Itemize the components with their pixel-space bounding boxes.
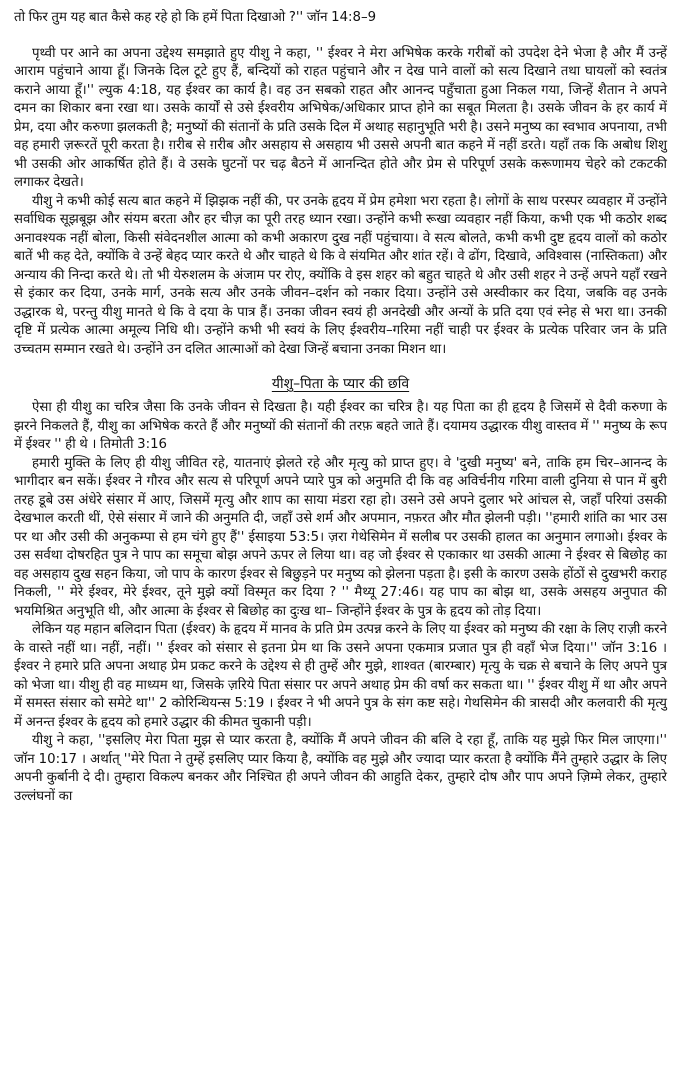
paragraph: यीशु ने कहा, ''इसलिए मेरा पिता मुझ से प्यार करता है, क्योंकि मैं अपने जीवन की बलि दे रहा हूँ, ताकि यह मुझे फिर मिल जाएगा।'' जॉन 10:17 । अर्थात् ''मेरे पिता ने तुम्हें इसलिए प्यार किया है, क्योंकि वह मुझे और ज्यादा प्यार करता है क्योंकि मैंने तुम्हारे उद्धार के लिए अपनी कुर्बानी दे दी। तुम्हारा विकल्प बनकर और निश्चित ही अपने जीवन की आहुति देकर, तुम्हारे दोष और पाप अपने ज़िम्मे लेकर, तुम्हारे उल्लंघनों का [14,733,667,804]
paragraph: लेकिन यह महान बलिदान पिता (ईश्वर) के हृदय में मानव के प्रति प्रेम उत्पन्न करने के लिए या ईश्वर को मनुष्य की रक्षा के लिए राज़ी करने के वास्ते नहीं था। नहीं, नहीं। '' ईश्वर को संसार से इतना प्रेम था कि उसने अपना एकमात्र प्रजात पुत्र ही वहाँ भेज दिया।'' जॉन 3:16 । ईश्वर ने हमारे प्रति अपना अथाह प्रेम प्रकट करने के उद्देश्य से ही तुम्हें और मुझे, शाश्वत (बारम्बार) मृत्यु के चक्र से बचाने के लिए अपने पुत्र को भेजा था। यीशु ही वह माध्यम था, जिसके ज़रिये पिता संसार पर अपने अथाह प्रेम की वर्षा कर सकता था। '' ईश्वर यीशु में था और अपने में समस्त संसार को समेटे था'' 2 कोरिन्थियन्स 5:19 । ईश्वर ने भी अपने पुत्र के संग कष्ट सहे। गेथसिमेन की त्रासदी और कलवारी की मृत्यु में अनन्त ईश्वर के हृदय को हमारे उद्धार की कीमत चुकानी पड़ी। [14,622,667,730]
paragraph: यीशु ने कभी कोई सत्य बात कहने में झिझक नहीं की, पर उनके हृदय में प्रेम हमेशा भरा रहता है। लोगों के साथ परस्पर व्यवहार में उन्होंने सर्वाधिक सूझबूझ और संयम बरता और हर चीज़ का पूरी तरह ध्यान रखा। उन्होंने कभी रूखा व्यवहार नहीं किया, कभी एक भी कठोर शब्द अनावश्यक नहीं बोला, किसी संवेदनशील आत्मा को कभी अकारण दुख नहीं पहुंचाया। वे सत्य बोलते, कभी कभी दुष्ट हृदय वालों को कठोर बातें भी कह देते, क्योंकि वे उन्हें बेहद प्यार करते थे और चाहते थे कि वे संयमित और शांत रहें। वे ढोंग, दिखावे, अविश्वास (नास्तिकता) और अन्याय की निन्दा करते थे। तो भी येरुशलम के अंजाम पर रोए, क्योंकि वे इस शहर को बहुत चाहते थे और उसी शहर ने उन्हें अपने यहाँ रखने से इंकार कर दिया, उनके मार्ग, उनके सत्य और उनके जीवन–दर्शन को नकार दिया। उन्होंने उसे अस्वीकार कर दिया, जबकि वह उनके उद्धारक थे, परन्तु यीशु मानते थे कि वे दया के पात्र हैं। उनका जीवन स्वयं ही अनदेखी और अन्यों के प्रति दया एवं स्नेह से भरा था। उनकी दृष्टि में प्रत्येक आत्मा अमूल्य निधि थी। उन्होंने कभी भी स्वयं के लिए ईश्वरीय–गरिमा नहीं चाही पर ईश्वर के प्रत्येक परिवार जन के प्रति उच्चतम सम्मान रखते थे। उन्होंने उन दलित आत्माओं को देखा जिन्हें बचाना उनका मिशन था। [14,193,667,357]
paragraph: पृथ्वी पर आने का अपना उद्देश्य समझाते हुए यीशु ने कहा, '' ईश्वर ने मेरा अभिषेक करके गरीबों को उपदेश देने भेजा है और मैं उन्हें आराम पहुंचाने आया हूँ। जिनके दिल टूटे हुए हैं, बन्दियों को राहत पहुंचाने और न देख पाने वालों को सत्य दिखाने तथा घायलों को स्वतंत्र कराने आया हूँ।'' ल्युक 4:18, यह ईश्वर का कार्य है। वह उन सबको राहत और आनन्द पहुँचाता हुआ निकल गया, जिन्हें शैतान ने अपने दमन का शिकार बना रखा था। उसके कार्यों से उसे ईश्वरीय अभिषेक/अधिकार प्राप्त होने का सबूत मिलता है। उसके जीवन के हर कार्य में प्रेम, दया और करुणा झलकती है; मनुष्यों की संतानों के प्रति उसके दिल में अथाह सहानुभूति भरी है। उसने मनुष्य का स्वभाव अपनाया, तभी वह हमारी ज़रूरतें पूरी करता है। ग़रीब से ग़रीब और असहाय से असहाय भी उससे अपनी बात कहने में नहीं डरते। यहाँ तक कि अबोध शिशु भी उसकी ओर आकर्षित होते हैं। वे उसके घुटनों पर चढ़ बैठने में आनन्दित होते और प्रेम से परिपूर्ण उसके करूणामय चेहरे को टकटकी लगाकर देखते। [14,45,667,190]
section-heading [14,375,667,393]
section-heading-text: यीशु–पिता के प्यार की छवि [271,376,410,392]
paragraph: ऐसा ही यीशु का चरित्र जैसा कि उनके जीवन से दिखता है। यही ईश्वर का चरित्र है। यह पिता का ही हृदय है जिसमें से दैवी करुणा के झरने निकलते हैं, यीशु का अभिषेक करते हैं और मनुष्यों की संतानों की तरफ़ बहते जाते हैं। दयामय उद्धारक यीशु वास्तव में '' मनुष्य के रूप में ईश्वर '' ही थे । तिमोती 3:16 [14,400,667,452]
spacer [14,28,667,45]
opening-line: तो फिर तुम यह बात कैसे कह रहे हो कि हमें पिता दिखाओ ?'' जॉन 14:8–9 [14,10,377,25]
paragraph: हमारी मुक्ति के लिए ही यीशु जीवित रहे, यातनाएं झेलते रहे और मृत्यु को प्राप्त हुए। वे 'दुखी मनुष्य' बने, ताकि हम चिर–आनन्द के भागीदार बन सकें। ईश्वर ने गौरव और सत्य से परिपूर्ण अपने प्यारे पुत्र को अनुमति दी कि वह अविर्चनीय गरिमा वाली दुनिया से पान में बुरी तरह डूबे उस अंधेरे संसार में आए, जिसमें मृत्यु और शाप का साया मंडरा रहा हो। उसने उसे अपने दुलार भरे आंचल से, जहाँ परियां उसकी देखभाल करती थीं, ऐसे संसार में जाने की अनुमति दी, जहाँ उसे शर्म और अपमान, नफ़रत और मौत झेलनी पड़ी। ''हमारी शांति का भार उस पर था और उसी की अनुकम्पा से हम चंगे हुए हैं'' ईसाइया 53:5। ज़रा गेथेसिमेन में सलीब पर उसकी हालत का अनुमान लगाओ। ईश्वर के उस सर्वथा दोषरहित पुत्र ने पाप का समूचा बोझ अपने ऊपर ले लिया था। वह जो ईश्वर से एकाकार था उसकी आत्मा ने ईश्वर से बिछोह का वह असहाय दुख सहन किया, जो पाप के कारण ईश्वर से बिछुड़ने पर मनुष्य को झेलना पड़ता है। इसी के कारण उसके होंठों से दुखभरी कराह निकली, '' मेरे ईश्वर, मेरे ईश्वर, तूने मुझे क्यों विस्मृत कर दिया ? '' मैथ्यू 27:46। यह पाप का बोझ था, उसके असहय अनुपात की भयमिश्रित अनुभूति थी, और आत्मा के ईश्वर से बिछोह का दुःख था– जिन्होंने ईश्वर के पुत्र के हृदय को तोड़ दिया। [14,455,667,619]
